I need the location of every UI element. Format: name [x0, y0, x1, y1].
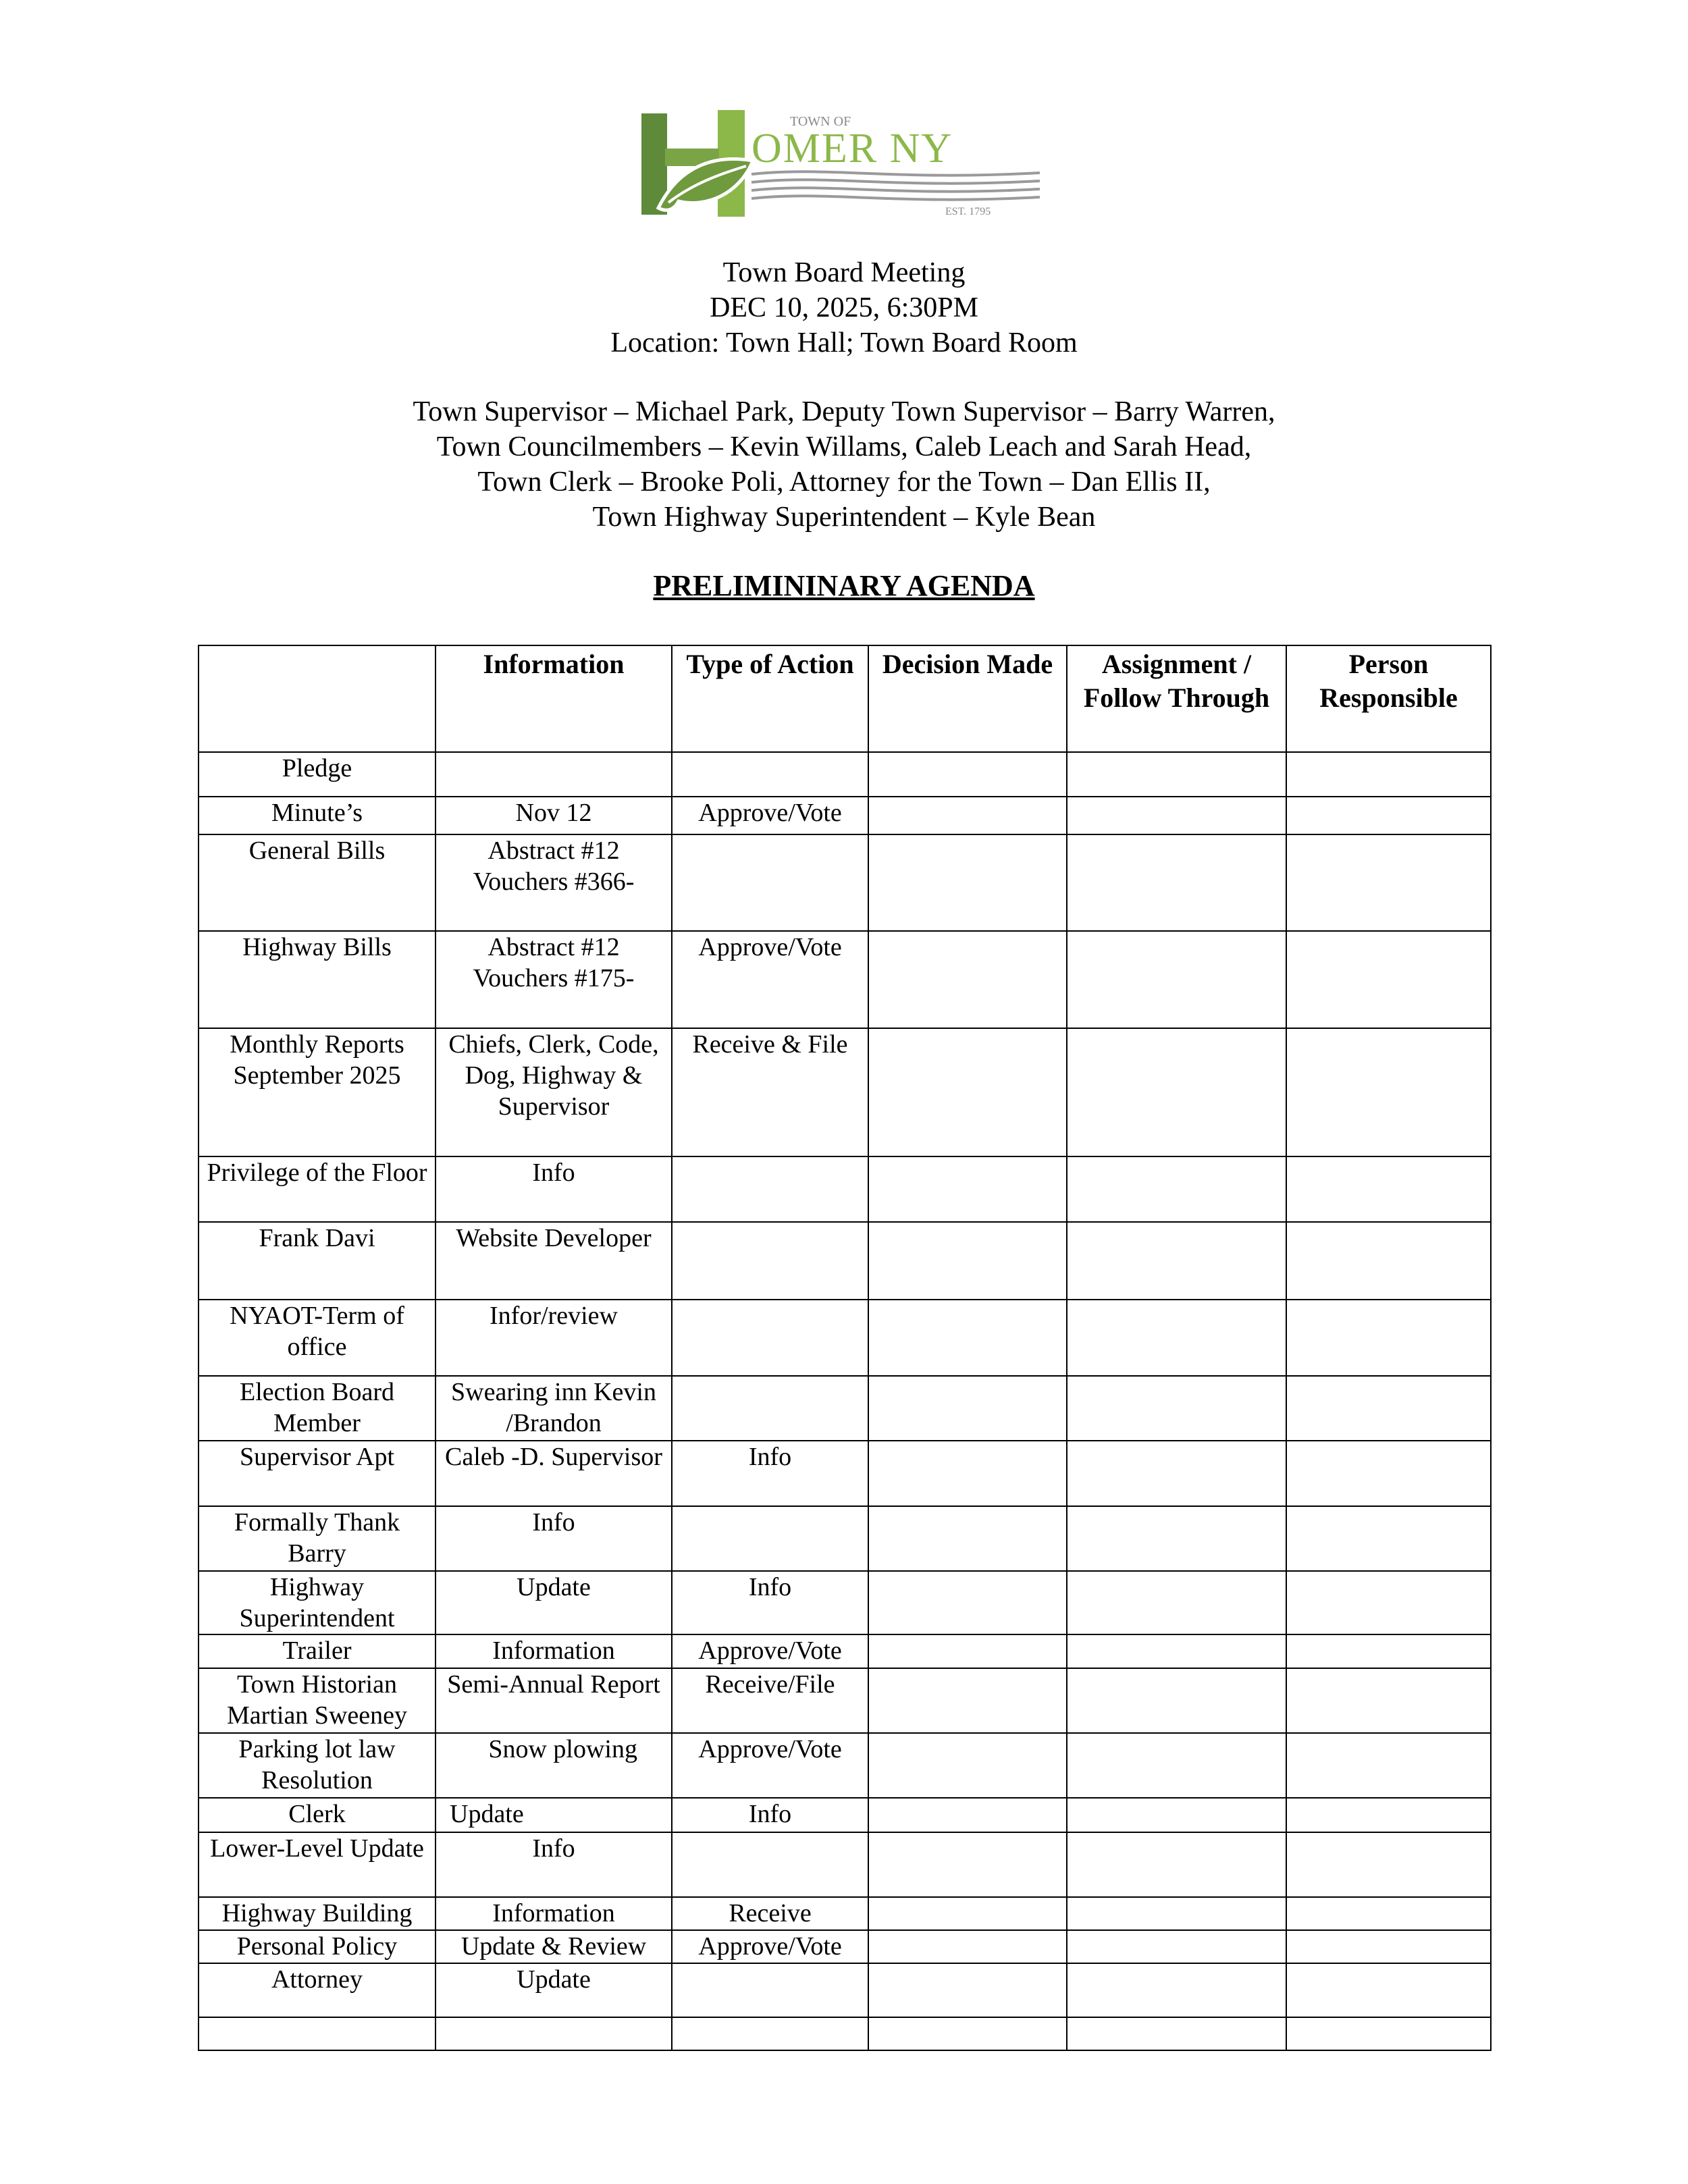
table-cell — [672, 2017, 868, 2050]
table-cell: Monthly Reports September 2025 — [199, 1028, 436, 1156]
table-cell — [199, 2017, 436, 2050]
table-cell: Snow plowing — [436, 1733, 672, 1798]
table-cell — [672, 1156, 868, 1222]
table-cell: Caleb -D. Supervisor — [436, 1441, 672, 1506]
column-header: Person Responsible — [1286, 645, 1491, 752]
meeting-header — [0, 255, 1688, 361]
table-cell: Approve/Vote — [672, 1733, 868, 1798]
table-cell — [868, 1441, 1067, 1506]
table-cell: Info — [672, 1571, 868, 1634]
column-header: Decision Made — [868, 645, 1067, 752]
table-cell — [1286, 1300, 1491, 1376]
table-cell — [868, 1963, 1067, 2017]
table-cell: Chiefs, Clerk, Code, Dog, Highway & Supervisor — [436, 1028, 672, 1156]
table-cell — [868, 1733, 1067, 1798]
table-row — [199, 1634, 1491, 1668]
table-cell — [1067, 1571, 1286, 1634]
table-cell — [1067, 752, 1286, 797]
table-cell: Clerk — [199, 1798, 436, 1832]
table-cell — [868, 1028, 1067, 1156]
table-cell — [672, 834, 868, 931]
table-cell: Receive — [672, 1897, 868, 1930]
table-cell: Info — [436, 1506, 672, 1571]
officials-list — [0, 394, 1688, 535]
table-row — [199, 834, 1491, 931]
table-cell: Nov 12 — [436, 797, 672, 834]
table-cell — [1286, 1028, 1491, 1156]
agenda-table — [198, 645, 1492, 2051]
table-row — [199, 2017, 1491, 2050]
table-cell — [868, 1798, 1067, 1832]
table-cell — [436, 752, 672, 797]
table-cell — [868, 931, 1067, 1028]
table-cell — [1286, 1930, 1491, 1963]
table-cell — [672, 1832, 868, 1897]
table-cell: NYAOT-Term of office — [199, 1300, 436, 1376]
table-cell — [1286, 1506, 1491, 1571]
table-row — [199, 1571, 1491, 1634]
table-cell — [1286, 1798, 1491, 1832]
table-cell: Approve/Vote — [672, 931, 868, 1028]
table-cell: Infor/review — [436, 1300, 672, 1376]
town-logo — [638, 107, 1043, 221]
table-cell: Info — [436, 1832, 672, 1897]
table-cell — [1286, 834, 1491, 931]
table-cell: Privilege of the Floor — [199, 1156, 436, 1222]
table-cell — [1286, 931, 1491, 1028]
table-cell: Website Developer — [436, 1222, 672, 1300]
table-cell: Trailer — [199, 1634, 436, 1668]
table-cell: Abstract #12 Vouchers #366- — [436, 834, 672, 931]
table-cell: Update — [436, 1963, 672, 2017]
table-cell: Highway Superintendent — [199, 1571, 436, 1634]
table-cell: Highway Building — [199, 1897, 436, 1930]
table-cell: General Bills — [199, 834, 436, 931]
table-cell — [1067, 1930, 1286, 1963]
table-cell: Receive/File — [672, 1668, 868, 1733]
table-cell — [868, 834, 1067, 931]
table-cell — [1286, 1634, 1491, 1668]
table-cell — [1067, 1506, 1286, 1571]
table-row — [199, 1963, 1491, 2017]
table-cell — [1286, 1222, 1491, 1300]
table-cell — [672, 1376, 868, 1441]
table-cell — [1067, 1897, 1286, 1930]
table-cell: Info — [436, 1156, 672, 1222]
table-cell: Info — [672, 1441, 868, 1506]
table-row — [199, 1897, 1491, 1930]
table-cell: Update — [436, 1798, 672, 1832]
table-cell — [868, 1222, 1067, 1300]
table-cell — [1286, 1963, 1491, 2017]
table-cell: Election Board Member — [199, 1376, 436, 1441]
agenda-title: PRELIMININARY AGENDA — [653, 569, 1035, 602]
table-row — [199, 1506, 1491, 1571]
table-cell — [436, 2017, 672, 2050]
logo-name: OMER NY — [751, 126, 953, 171]
table-cell: Swearing inn Kevin /Brandon — [436, 1376, 672, 1441]
table-cell — [1067, 834, 1286, 931]
table-cell: Town Historian Martian Sweeney — [199, 1668, 436, 1733]
table-cell — [672, 752, 868, 797]
table-row — [199, 1156, 1491, 1222]
table-cell — [868, 1668, 1067, 1733]
table-cell — [868, 1832, 1067, 1897]
table-cell: Information — [436, 1634, 672, 1668]
table-row — [199, 1798, 1491, 1832]
table-cell — [1286, 1571, 1491, 1634]
table-cell — [1067, 1668, 1286, 1733]
table-cell: Pledge — [199, 752, 436, 797]
table-row — [199, 797, 1491, 834]
table-cell — [672, 1222, 868, 1300]
table-row — [199, 1222, 1491, 1300]
table-cell — [868, 1376, 1067, 1441]
meeting-location: Location: Town Hall; Town Board Room — [610, 327, 1078, 358]
table-cell — [868, 1300, 1067, 1376]
table-cell: Update & Review — [436, 1930, 672, 1963]
table-cell — [868, 752, 1067, 797]
table-cell: Personal Policy — [199, 1930, 436, 1963]
table-cell — [1286, 1441, 1491, 1506]
table-cell — [1067, 1028, 1286, 1156]
officials-line: Town Supervisor – Michael Park, Deputy Town Supervisor – Barry Warren, — [413, 396, 1275, 427]
table-cell — [868, 1930, 1067, 1963]
table-cell — [868, 1634, 1067, 1668]
table-row — [199, 1441, 1491, 1506]
table-cell — [868, 1897, 1067, 1930]
table-cell: Parking lot law Resolution — [199, 1733, 436, 1798]
table-cell — [1067, 1156, 1286, 1222]
table-cell: Semi-Annual Report — [436, 1668, 672, 1733]
table-row — [199, 752, 1491, 797]
table-cell — [1286, 1733, 1491, 1798]
meeting-title: Town Board Meeting — [722, 257, 966, 288]
table-cell: Frank Davi — [199, 1222, 436, 1300]
table-row — [199, 1832, 1491, 1897]
table-row — [199, 1300, 1491, 1376]
column-header: Assignment / Follow Through — [1067, 645, 1286, 752]
table-row — [199, 1376, 1491, 1441]
officials-line: Town Councilmembers – Kevin Willams, Caleb Leach and Sarah Head, — [436, 431, 1252, 462]
table-cell — [868, 2017, 1067, 2050]
table-cell: Minute’s — [199, 797, 436, 834]
table-header-row — [199, 645, 1491, 752]
table-cell: Attorney — [199, 1963, 436, 2017]
table-cell: Approve/Vote — [672, 1634, 868, 1668]
table-cell — [1067, 1832, 1286, 1897]
table-cell: Approve/Vote — [672, 1930, 868, 1963]
column-header — [199, 645, 436, 752]
table-cell — [868, 1571, 1067, 1634]
table-cell: Abstract #12 Vouchers #175- — [436, 931, 672, 1028]
table-cell — [1286, 752, 1491, 797]
table-cell: Receive & File — [672, 1028, 868, 1156]
meeting-date: DEC 10, 2025, 6:30PM — [710, 292, 978, 323]
table-cell — [1067, 1733, 1286, 1798]
table-row — [199, 931, 1491, 1028]
table-cell — [1286, 1897, 1491, 1930]
logo-town-of: TOWN OF — [790, 114, 851, 129]
table-cell: Update — [436, 1571, 672, 1634]
table-cell — [1286, 1668, 1491, 1733]
table-cell — [1067, 1441, 1286, 1506]
table-cell — [868, 1156, 1067, 1222]
column-header: Type of Action — [672, 645, 868, 752]
table-cell — [1067, 797, 1286, 834]
table-cell: Information — [436, 1897, 672, 1930]
table-cell — [1286, 1376, 1491, 1441]
table-row — [199, 1733, 1491, 1798]
table-cell — [672, 1300, 868, 1376]
table-row — [199, 1930, 1491, 1963]
table-cell — [1286, 797, 1491, 834]
officials-line: Town Highway Superintendent – Kyle Bean — [592, 502, 1096, 533]
table-cell — [868, 1506, 1067, 1571]
table-cell — [1067, 1634, 1286, 1668]
table-cell — [1286, 1156, 1491, 1222]
column-header: Information — [436, 645, 672, 752]
table-cell — [1067, 1798, 1286, 1832]
table-cell — [1067, 1963, 1286, 2017]
table-cell: Supervisor Apt — [199, 1441, 436, 1506]
table-cell — [1286, 2017, 1491, 2050]
table-cell — [1067, 1300, 1286, 1376]
officials-line: Town Clerk – Brooke Poli, Attorney for the Town – Dan Ellis II, — [477, 467, 1211, 498]
table-cell — [1067, 1222, 1286, 1300]
table-cell — [1067, 2017, 1286, 2050]
table-cell: Lower-Level Update — [199, 1832, 436, 1897]
table-cell — [672, 1963, 868, 2017]
table-cell — [868, 797, 1067, 834]
table-cell: Highway Bills — [199, 931, 436, 1028]
table-row — [199, 1028, 1491, 1156]
table-cell: Approve/Vote — [672, 797, 868, 834]
table-cell: Formally Thank Barry — [199, 1506, 436, 1571]
logo-established: EST. 1795 — [945, 206, 991, 217]
table-cell — [1286, 1832, 1491, 1897]
table-row — [199, 1668, 1491, 1733]
table-cell: Info — [672, 1798, 868, 1832]
table-cell — [1067, 931, 1286, 1028]
table-cell — [672, 1506, 868, 1571]
table-cell — [1067, 1376, 1286, 1441]
